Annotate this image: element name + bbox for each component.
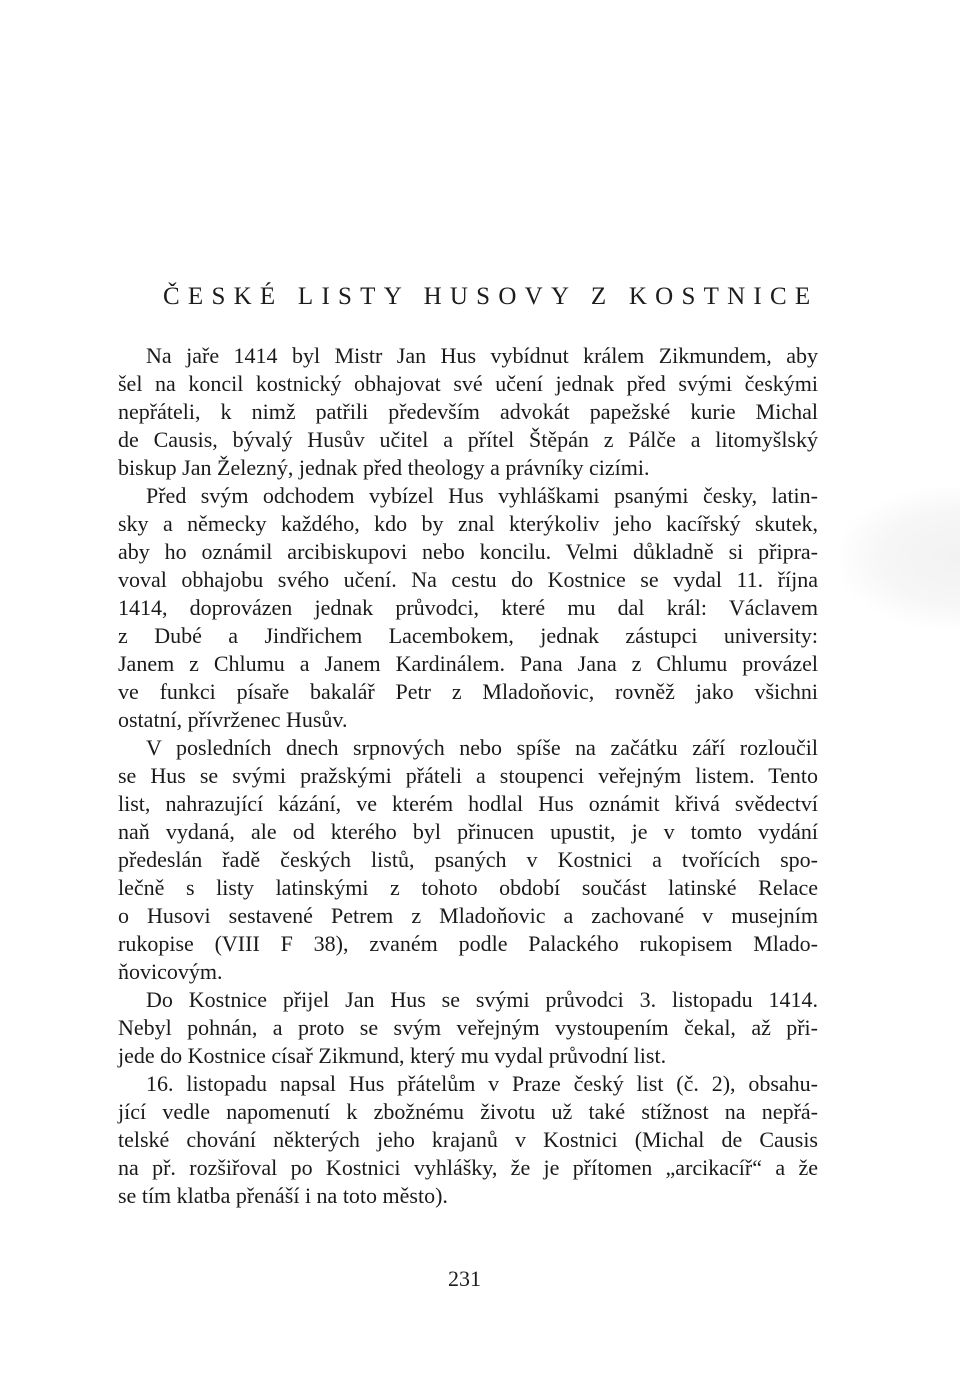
scan-shadow: [840, 488, 960, 628]
text-line: nepřáteli, k nimž patřili především advokát papežské kurie Michal: [118, 399, 818, 424]
text-line: list, nahrazující kázání, ve kterém hodlal Hus oznámit křivá svědectví: [118, 791, 818, 816]
text-line: aby ho oznámil arcibiskupovi nebo koncilu. Velmi důkladně si připra-: [118, 539, 818, 564]
text-line: de Causis, bývalý Husův učitel a přítel Štěpán z Pálče a litomyšlský: [118, 427, 818, 452]
text-line: o Husovi sestavené Petrem z Mladoňovic a zachované v musejním: [118, 903, 818, 928]
text-line: rukopise (VIII F 38), zvaném podle Palackého rukopisem Mlado-: [118, 931, 818, 956]
text-line: na př. rozšiřoval po Kostnici vyhlášky, že je přítomen „arcikacíř“ a že: [118, 1155, 818, 1180]
text-line: Do Kostnice přijel Jan Hus se svými průvodci 3. listopadu 1414.: [146, 987, 818, 1012]
text-line: ve funkci písaře bakalář Petr z Mladoňovic, rovněž jako všichni: [118, 679, 818, 704]
text-line: ňovicovým.: [118, 959, 223, 984]
text-line: naň vydaná, ale od kterého byl přinucen upustit, je v tomto vydání: [118, 819, 818, 844]
text-line: sky a německy každého, kdo by znal kterýkoliv jeho kacířský skutek,: [118, 511, 818, 536]
text-line: 1414, doprovázen jednak průvodci, které mu dal král: Václavem: [118, 595, 818, 620]
text-line: V posledních dnech srpnových nebo spíše na začátku září rozloučil: [146, 735, 818, 760]
text-line: lečně s listy latinskými z tohoto období součást latinské Relace: [118, 875, 818, 900]
text-line: telské chování některých jeho krajanů v Kostnici (Michal de Causis: [118, 1127, 818, 1152]
text-line: se Hus se svými pražskými přáteli a stoupenci veřejným listem. Tento: [118, 763, 818, 788]
text-line: voval obhajobu svého učení. Na cestu do Kostnice se vydal 11. října: [118, 567, 818, 592]
text-line: Před svým odchodem vybízel Hus vyhláškami psanými česky, latin-: [146, 483, 818, 508]
text-line: jící vedle napomenutí k zbožnému životu už také stížnost na nepřá-: [118, 1099, 818, 1124]
text-line: ostatní, přívrženec Husův.: [118, 707, 348, 732]
body-text: [118, 342, 818, 1210]
page-number: 231: [448, 1266, 481, 1291]
text-line: Janem z Chlumu a Janem Kardinálem. Pana Jana z Chlumu provázel: [118, 651, 818, 676]
text-line: z Dubé a Jindřichem Lacembokem, jednak zástupci university:: [118, 623, 818, 648]
text-line: Na jaře 1414 byl Mistr Jan Hus vybídnut králem Zikmundem, aby: [146, 343, 818, 368]
text-line: Nebyl pohnán, a proto se svým veřejným vystoupením čekal, až při-: [118, 1015, 818, 1040]
text-line: 16. listopadu napsal Hus přátelům v Praze český list (č. 2), obsahu-: [146, 1071, 818, 1096]
text-line: šel na koncil kostnický obhajovat své učení jednak před svými českými: [118, 371, 818, 396]
text-line: se tím klatba přenáší i na toto město).: [118, 1183, 448, 1208]
text-line: předeslán řadě českých listů, psaných v Kostnici a tvořících spo-: [118, 847, 818, 872]
text-line: biskup Jan Železný, jednak před theology a právníky cizími.: [118, 455, 650, 480]
chapter-heading: ČESKÉ LISTY HUSOVY Z KOSTNICE: [163, 283, 819, 310]
text-line: jede do Kostnice císař Zikmund, který mu vydal průvodní list.: [118, 1043, 667, 1068]
